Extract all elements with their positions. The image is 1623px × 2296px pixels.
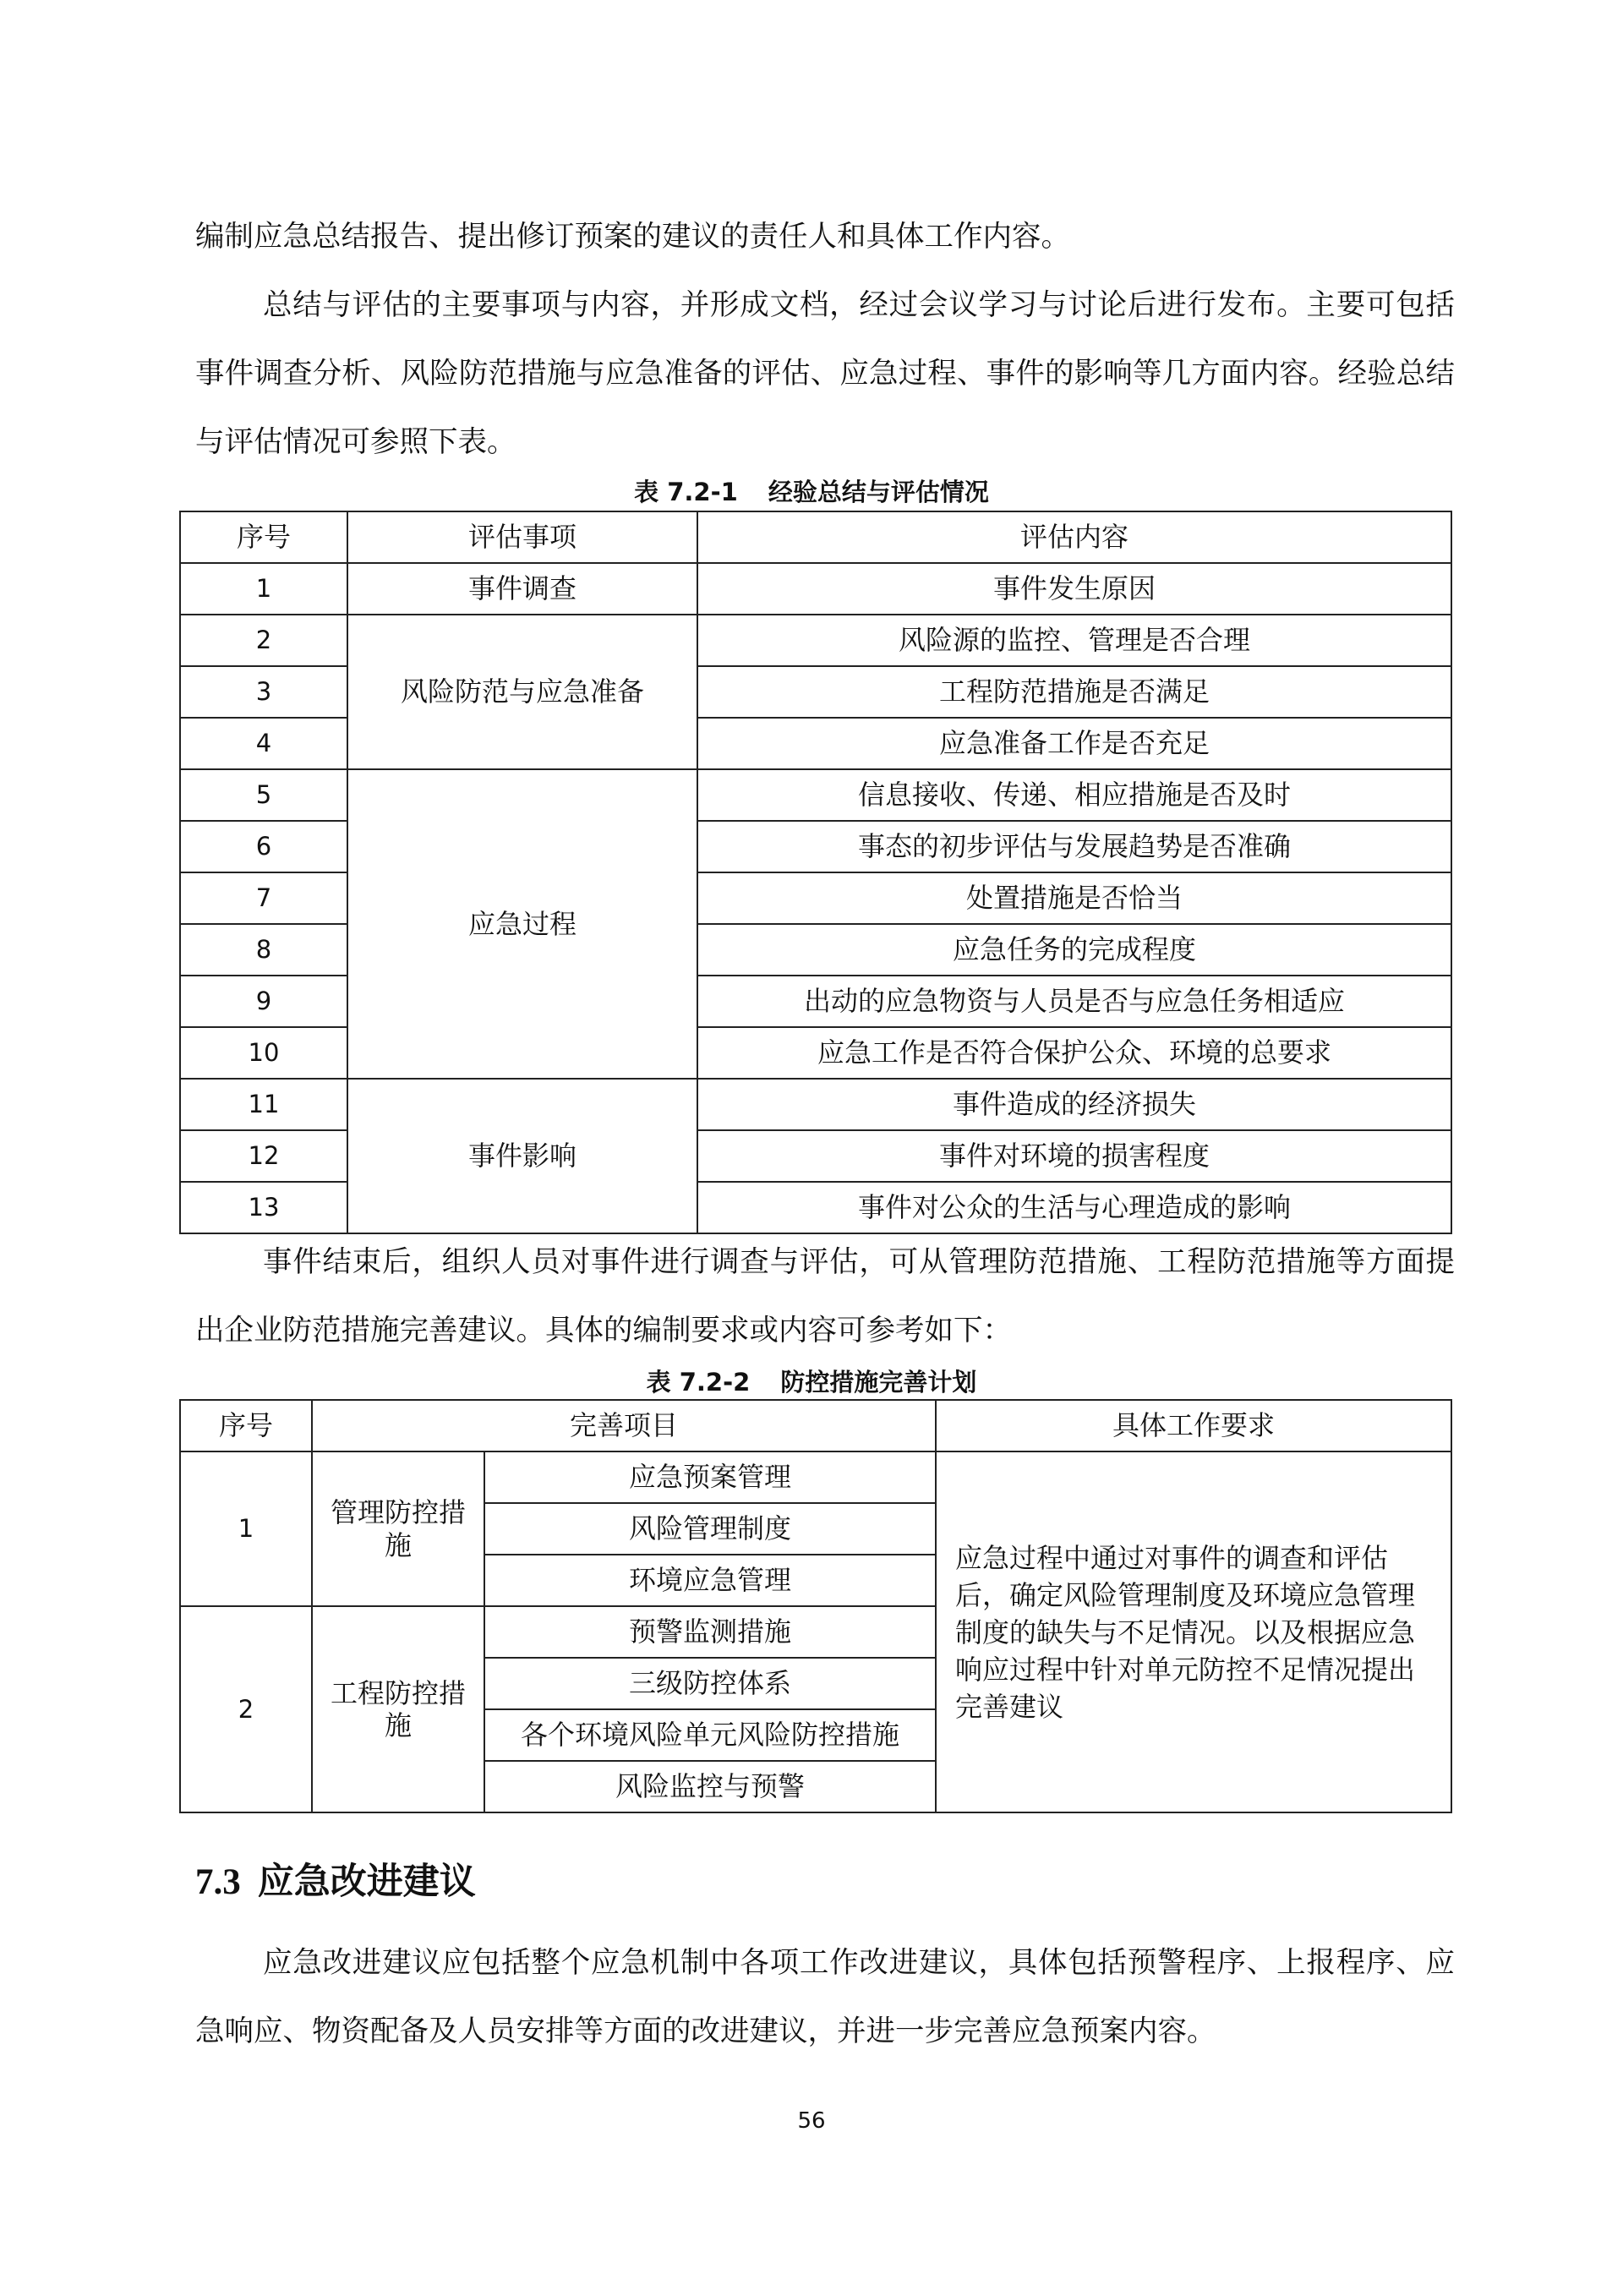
header-cell: 序号 xyxy=(180,511,347,563)
content-cell: 事件发生原因 xyxy=(697,563,1451,615)
table-prevention-plan xyxy=(179,1399,1452,1813)
content-cell: 事态的初步评估与发展趋势是否准确 xyxy=(697,821,1451,872)
table-row xyxy=(180,769,1451,821)
content-cell: 事件对环境的损害程度 xyxy=(697,1130,1451,1182)
item-cell: 风险监控与预警 xyxy=(484,1761,936,1812)
row-number: 11 xyxy=(180,1079,347,1130)
table-1-caption-number: 表 7.2-1 xyxy=(634,478,738,506)
section-title: 应急改进建议 xyxy=(257,1861,476,1903)
row-number: 1 xyxy=(180,563,347,615)
table-row xyxy=(180,1451,1451,1503)
table-header-row xyxy=(180,1400,1451,1451)
paragraph-1: 编制应急总结报告、提出修订预案的建议的责任人和具体工作内容。 xyxy=(195,220,1070,254)
row-number: 10 xyxy=(180,1027,347,1079)
table-row xyxy=(180,563,1451,615)
header-cell: 评估事项 xyxy=(347,511,697,563)
table-row xyxy=(180,615,1451,666)
content-cell: 应急工作是否符合保护公众、环境的总要求 xyxy=(697,1027,1451,1079)
header-cell: 评估内容 xyxy=(697,511,1451,563)
content-cell: 工程防范措施是否满足 xyxy=(697,666,1451,718)
table-2-caption xyxy=(0,1364,1623,1398)
header-cell: 序号 xyxy=(180,1400,312,1451)
row-number: 13 xyxy=(180,1182,347,1233)
table-experience-evaluation xyxy=(179,511,1452,1234)
row-number: 9 xyxy=(180,976,347,1027)
category-cell: 管理防控措施 xyxy=(312,1451,484,1606)
section-heading xyxy=(195,1850,476,1915)
row-number: 12 xyxy=(180,1130,347,1182)
item-cell: 预警监测措施 xyxy=(484,1606,936,1658)
content-cell: 应急任务的完成程度 xyxy=(697,924,1451,976)
item-cell: 风险管理制度 xyxy=(484,1503,936,1555)
table-row xyxy=(180,1079,1451,1130)
row-number: 2 xyxy=(180,1606,312,1812)
paragraph-2: 总结与评估的主要事项与内容，并形成文档，经过会议学习与讨论后进行发布。主要可包括事件调查分析、风险防范措施与应急准备的评估、应急过程、事件的影响等几方面内容。经验总结与评估情况可参照下表。 xyxy=(195,288,1455,459)
content-cell: 事件对公众的生活与心理造成的影响 xyxy=(697,1182,1451,1233)
group-cell: 风险防范与应急准备 xyxy=(347,615,697,769)
item-cell: 各个环境风险单元风险防控措施 xyxy=(484,1709,936,1761)
paragraph-3: 事件结束后，组织人员对事件进行调查与评估，可从管理防范措施、工程防范措施等方面提出企业防范措施完善建议。具体的编制要求或内容可参考如下： xyxy=(195,1245,1455,1348)
row-number: 2 xyxy=(180,615,347,666)
row-number: 8 xyxy=(180,924,347,976)
row-number: 6 xyxy=(180,821,347,872)
item-cell: 环境应急管理 xyxy=(484,1555,936,1606)
table-1-caption-title: 经验总结与评估情况 xyxy=(768,478,989,506)
row-number: 1 xyxy=(180,1451,312,1606)
row-number: 5 xyxy=(180,769,347,821)
table-2-caption-number: 表 7.2-2 xyxy=(646,1368,751,1397)
content-cell: 应急准备工作是否充足 xyxy=(697,718,1451,769)
header-cell: 完善项目 xyxy=(312,1400,936,1451)
group-cell: 事件调查 xyxy=(347,563,697,615)
content-cell: 信息接收、传递、相应措施是否及时 xyxy=(697,769,1451,821)
row-number: 4 xyxy=(180,718,347,769)
category-cell: 工程防控措施 xyxy=(312,1606,484,1812)
requirement-cell: 应急过程中通过对事件的调查和评估后，确定风险管理制度及环境应急管理制度的缺失与不足情况。以及根据应急响应过程中针对单元防控不足情况提出完善建议 xyxy=(936,1451,1451,1812)
page-number: 56 xyxy=(797,2108,826,2134)
table-header-row xyxy=(180,511,1451,563)
content-cell: 事件造成的经济损失 xyxy=(697,1079,1451,1130)
header-cell: 具体工作要求 xyxy=(936,1400,1451,1451)
table-2-caption-title: 防控措施完善计划 xyxy=(780,1368,977,1397)
group-cell: 应急过程 xyxy=(347,769,697,1079)
paragraph-4: 应急改进建议应包括整个应急机制中各项工作改进建议，具体包括预警程序、上报程序、应急响应、物资配备及人员安排等方面的改进建议，并进一步完善应急预案内容。 xyxy=(195,1946,1455,2048)
item-cell: 应急预案管理 xyxy=(484,1451,936,1503)
content-cell: 风险源的监控、管理是否合理 xyxy=(697,615,1451,666)
content-cell: 出动的应急物资与人员是否与应急任务相适应 xyxy=(697,976,1451,1027)
item-cell: 三级防控体系 xyxy=(484,1658,936,1709)
row-number: 3 xyxy=(180,666,347,718)
section-number: 7.3 xyxy=(195,1862,241,1902)
content-cell: 处置措施是否恰当 xyxy=(697,872,1451,924)
table-1-caption xyxy=(0,473,1623,508)
row-number: 7 xyxy=(180,872,347,924)
group-cell: 事件影响 xyxy=(347,1079,697,1233)
